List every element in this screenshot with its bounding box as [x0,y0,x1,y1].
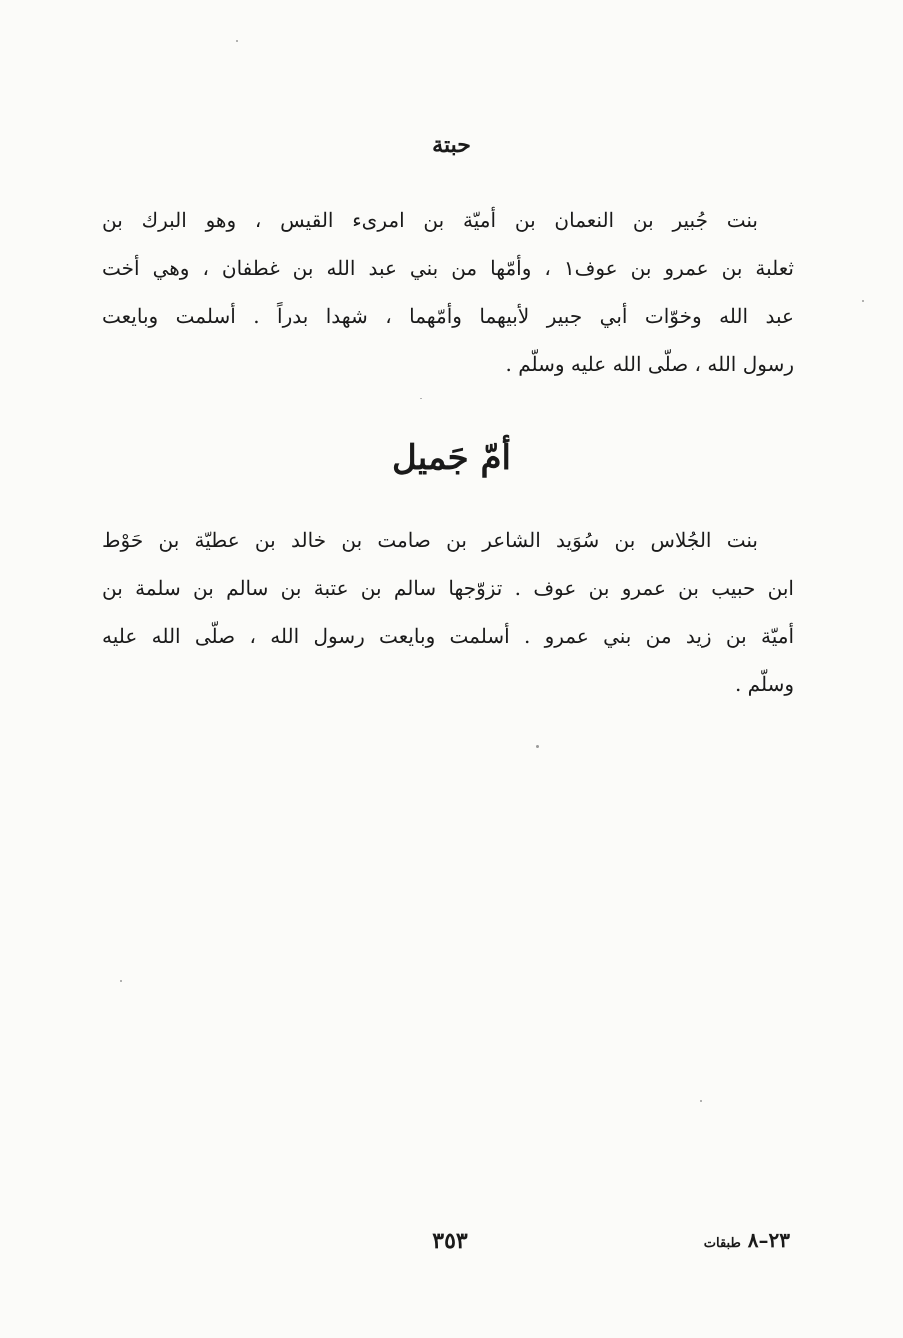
paper-speck [700,1100,702,1102]
running-header: حبتة [432,132,471,158]
paper-speck [420,398,422,399]
paragraph-line: ابن حبيب بن عمرو بن عوف . تزوّجها سالم بن عتبة بن سالم بن سلمة بن [102,576,794,600]
paragraph-line: بنت جُبير بن النعمان بن أميّة بن امرىء القيس ، وهو البرك بن [102,208,758,232]
paper-speck [120,980,122,982]
paragraph-line: أميّة بن زيد من بني عمرو . أسلمت وبايعت رسول الله ، صلّى الله عليه [102,624,794,648]
paper-speck [236,40,238,42]
paragraph-line: ثعلبة بن عمرو بن عوف١ ، وأمّها من بني عبد الله بن غطفان ، وهي أخت [102,256,794,280]
signature-number: ٢٣–٨ [747,1228,790,1252]
paragraph-line: بنت الجُلاس بن سُوَيد الشاعر بن صامت بن خالد بن عطيّة بن حَوْط [102,528,758,552]
entry-2-heading: أمّ جَميل [391,438,512,478]
paragraph-line: وسلّم . [734,672,794,696]
paragraph-line: رسول الله ، صلّى الله عليه وسلّم . [505,352,794,376]
printer-signature [670,1228,790,1258]
paper-speck [536,745,539,748]
page-number: ٣٥٣ [432,1228,468,1254]
entry-1-paragraph [102,196,794,388]
signature-label: طبقات [703,1236,741,1251]
paragraph-line: عبد الله وخوّات أبي جبير لأبيهما وأمّهما ، شهدا بدراً . أسلمت وبايعت [102,304,794,328]
paper-speck [862,300,864,302]
entry-2-paragraph [102,516,794,708]
